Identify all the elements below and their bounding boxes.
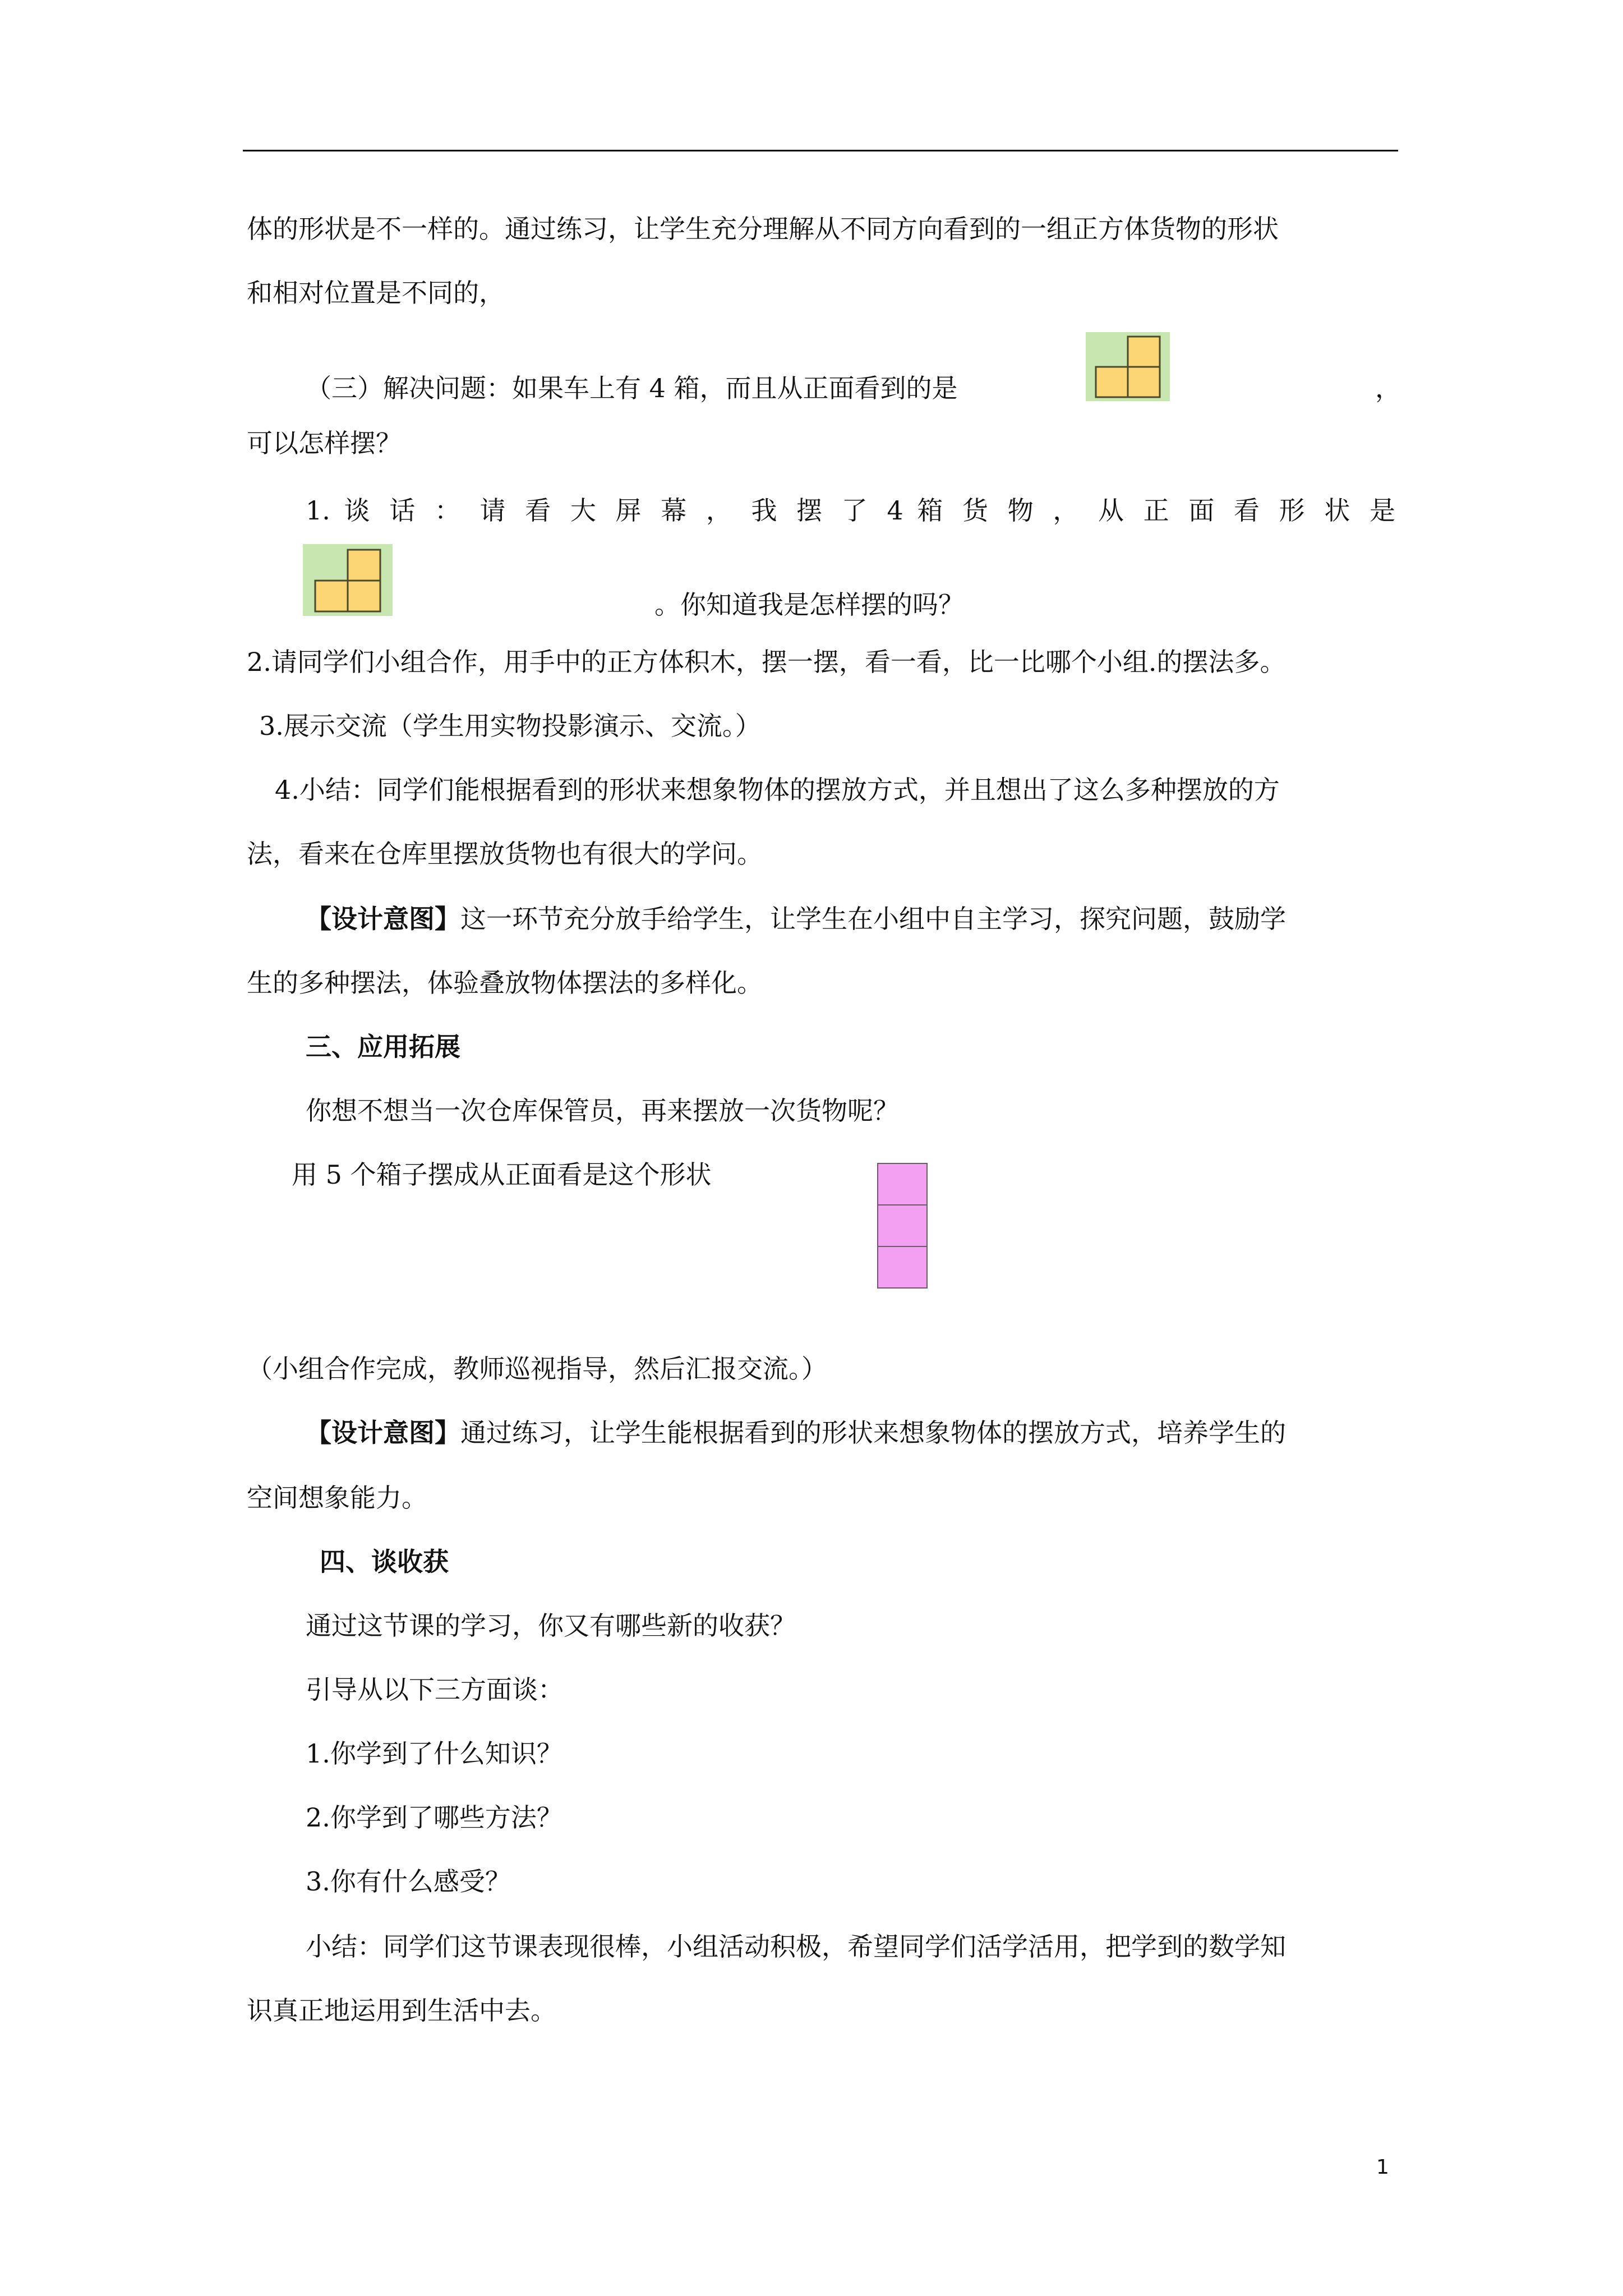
para-line [306, 902, 1395, 936]
design-intent-label: 【设计意图】 [306, 904, 460, 934]
para-line: 小结：同学们这节课表现很棒，小组活动积极，希望同学们活学活用，把学到的数学知 [306, 1931, 1286, 1962]
para-line: 3.你有什么感受？ [306, 1866, 511, 1897]
para-line: （三）解决问题：如果车上有 4 箱，而且从正面看到的是 [306, 373, 958, 403]
para-line: 。你知道我是怎样摆的吗？ [654, 590, 964, 620]
para-line: 2.你学到了哪些方法？ [306, 1802, 562, 1833]
para-line: 3.展示交流（学生用实物投影演示、交流。） [259, 711, 761, 741]
front-view-shape-icon [1086, 332, 1170, 401]
para-line: ， [1375, 373, 1401, 403]
para-line [306, 1416, 1395, 1450]
para-line: 通过这节课的学习，你又有哪些新的收获？ [306, 1611, 796, 1641]
para-line: 和相对位置是不同的， [247, 278, 505, 308]
section-heading: 四、谈收获 [320, 1547, 449, 1577]
page-number: 1 [1376, 2156, 1389, 2179]
para-line: 4.小结：同学们能根据看到的形状来想象物体的摆放方式，并且想出了这么多种摆放的方 [275, 775, 1280, 805]
para-line: 识真正地运用到生活中去。 [247, 1995, 556, 2026]
design-intent-label: 【设计意图】 [306, 1418, 460, 1448]
para-line: 空间想象能力。 [247, 1483, 427, 1513]
para-line: 用 5 个箱子摆成从正面看是这个形状 [292, 1159, 712, 1190]
column-shape-icon [877, 1162, 928, 1290]
para-line: 体的形状是不一样的。通过练习，让学生充分理解从不同方向看到的一组正方体货物的形状 [247, 214, 1279, 244]
para-line: 引导从以下三方面谈： [306, 1674, 564, 1705]
para-text: 通过练习，让学生能根据看到的形状来想象物体的摆放方式，培养学生的 [460, 1418, 1286, 1448]
para-line: 生的多种摆法，体验叠放物体摆法的多样化。 [247, 968, 763, 998]
para-line: （小组合作完成，教师巡视指导，然后汇报交流。） [247, 1354, 827, 1384]
para-text: 这一环节充分放手给学生，让学生在小组中自主学习，探究问题，鼓励学 [460, 904, 1286, 934]
para-line: 1. 谈 话 ： 请 看 大 屏 幕 ， 我 摆 了 4 箱 货 物 ， 从 正 面 看 形 状 是 [306, 495, 1395, 526]
para-line: 2.请同学们小组合作，用手中的正方体积木，摆一摆，看一看，比一比哪个小组.的摆法多。 [247, 647, 1286, 677]
header-rule [243, 150, 1398, 151]
para-line: 法，看来在仓库里摆放货物也有很大的学问。 [247, 839, 763, 869]
para-line: 可以怎样摆？ [247, 428, 402, 458]
para-line: 你想不想当一次仓库保管员，再来摆放一次货物呢？ [306, 1096, 899, 1126]
section-heading: 三、应用拓展 [306, 1032, 460, 1062]
para-line: 1.你学到了什么知识？ [306, 1738, 562, 1769]
front-view-shape-icon [303, 544, 393, 616]
